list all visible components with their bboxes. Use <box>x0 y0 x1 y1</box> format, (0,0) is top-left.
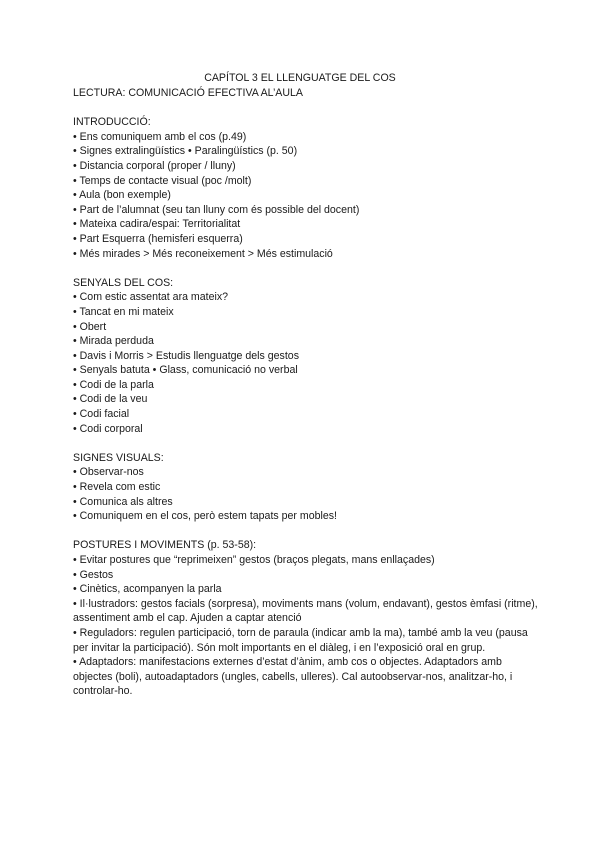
list-item: • Com estic assentat ara mateix? <box>73 291 229 304</box>
spacer <box>73 261 543 276</box>
list-item: • Adaptadors: manifestacions externes d’estat d’ànim, amb cos o objectes. Adaptadors amb objectes (boli), autoadaptadors (ungles, cabells, ulleres). Cal autoobservar-nos, analitzar-ho, i controlar-ho. <box>73 656 513 698</box>
spacer <box>73 524 543 539</box>
list-item: • Tancat en mi mateix <box>73 305 174 318</box>
spacer <box>73 436 543 451</box>
list-item: • Il·lustradors: gestos facials (sorpresa), moviments mans (volum, endavant), gestos èmfasi (ritme), assentiment amb el cap. Ajuden a captar atenció <box>73 597 538 625</box>
list-item: • Mirada perduda <box>73 335 154 348</box>
section-heading: POSTURES I MOVIMENTS (p. 53-58): <box>73 539 257 552</box>
chapter-title: CAPÍTOL 3 EL LLENGUATGE DEL COS <box>204 72 396 84</box>
list-item: • Part de l’alumnat (seu tan lluny com és possible del docent) <box>73 203 360 216</box>
list-item: • Gestos <box>73 568 114 581</box>
list-item: • Més mirades > Més reconeixement > Més estimulació <box>73 247 333 260</box>
list-item: • Codi de la veu <box>73 393 148 406</box>
list-item: • Mateixa cadira/espai: Territorialitat <box>73 218 241 231</box>
section-heading: SIGNES VISUALS: <box>73 451 164 464</box>
list-item: • Senyals batuta • Glass, comunicació no verbal <box>73 364 298 377</box>
list-item: • Ens comuniquem amb el cos (p.49) <box>73 130 247 143</box>
list-item: • Cinètics, acompanyen la parla <box>73 583 222 596</box>
section-postures-i-moviments <box>73 538 543 699</box>
section-heading: SENYALS DEL COS: <box>73 276 174 289</box>
spacer <box>73 101 543 116</box>
list-item: • Signes extralingüístics • Paralingüístics (p. 50) <box>73 145 298 158</box>
list-item: • Comunica als altres <box>73 495 173 508</box>
section-senyals-del-cos <box>73 276 543 437</box>
list-item: • Revela com estic <box>73 481 161 494</box>
section-heading: INTRODUCCIÓ: <box>73 116 151 129</box>
list-item: • Distancia corporal (proper / lluny) <box>73 159 236 172</box>
list-item: • Codi corporal <box>73 422 143 435</box>
list-item: • Obert <box>73 320 107 333</box>
reading-subtitle: LECTURA: COMUNICACIÓ EFECTIVA AL’AULA <box>73 87 303 99</box>
section-introduccio <box>73 115 543 261</box>
list-item: • Codi de la parla <box>73 378 154 391</box>
list-item: • Observar-nos <box>73 466 144 479</box>
document-body <box>73 86 543 699</box>
list-item: • Comuniquem en el cos, però estem tapats per mobles! <box>73 510 337 523</box>
list-item: • Reguladors: regulen participació, torn de paraula (indicar amb la ma), també amb la veu (pausa per invitar la participació). Són molt importants en el diàleg, i en l’exposició oral en grup. <box>73 626 528 654</box>
list-item: • Davis i Morris > Estudis llenguatge dels gestos <box>73 349 299 362</box>
list-item: • Aula (bon exemple) <box>73 189 171 202</box>
list-item: • Part Esquerra (hemisferi esquerra) <box>73 232 243 245</box>
section-signes-visuals <box>73 451 543 524</box>
list-item: • Evitar postures que “reprimeixen” gestos (braços plegats, mans enllaçades) <box>73 554 435 566</box>
list-item: • Temps de contacte visual (poc /molt) <box>73 174 252 187</box>
list-item: • Codi facial <box>73 408 130 421</box>
